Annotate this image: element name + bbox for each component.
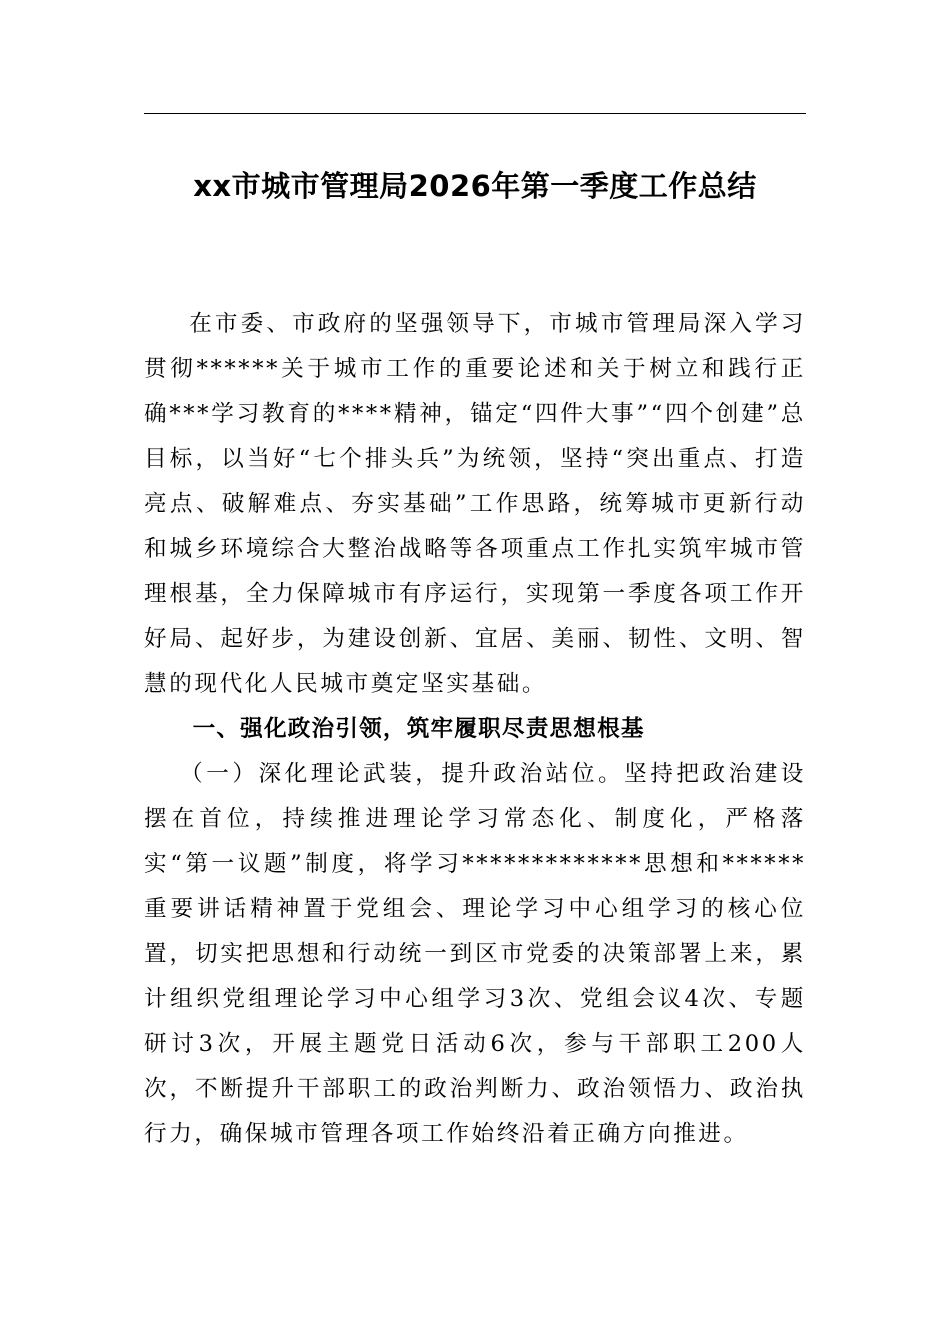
section-1-heading: 一、强化政治引领，筑牢履职尽责思想根基 — [192, 716, 645, 742]
section-1-1-paragraph: （一）深化理论武装，提升政治站位。坚持把政治建设摆在首位，持续推进理论学习常态化、制度化，严格落实“第一议题”制度，将学习*************思想和******重要讲话精神置于党组会、理论学习中心组学习的核心位置，切实把思想和行动统一到区市党委的决策部署上来，累计组织党组理论学习中心组学习3次、党组会议4次、专题研讨3次，开展主题党日活动6次，参与干部职工200人次，不断提升干部职工的政治判断力、政治领悟力、政治执行力，确保城市管理各项工作始终沿着正确方向推进。 — [144, 761, 806, 1147]
document-body — [144, 302, 806, 1157]
header-rule — [144, 113, 806, 114]
intro-paragraph: 在市委、市政府的坚强领导下，市城市管理局深入学习贯彻******关于城市工作的重要论述和关于树立和践行正确***学习教育的****精神，锚定“四件大事”“四个创建”总目标，以当好“七个排头兵”为统领，坚持“突出重点、打造亮点、破解难点、夯实基础”工作思路，统筹城市更新行动和城乡环境综合大整治战略等各项重点工作扎实筑牢城市管理根基，全力保障城市有序运行，实现第一季度各项工作开好局、起好步，为建设创新、宜居、美丽、韧性、文明、智慧的现代化人民城市奠定坚实基础。 — [144, 311, 806, 697]
document-title: xx市城市管理局2026年第一季度工作总结 — [193, 169, 757, 203]
